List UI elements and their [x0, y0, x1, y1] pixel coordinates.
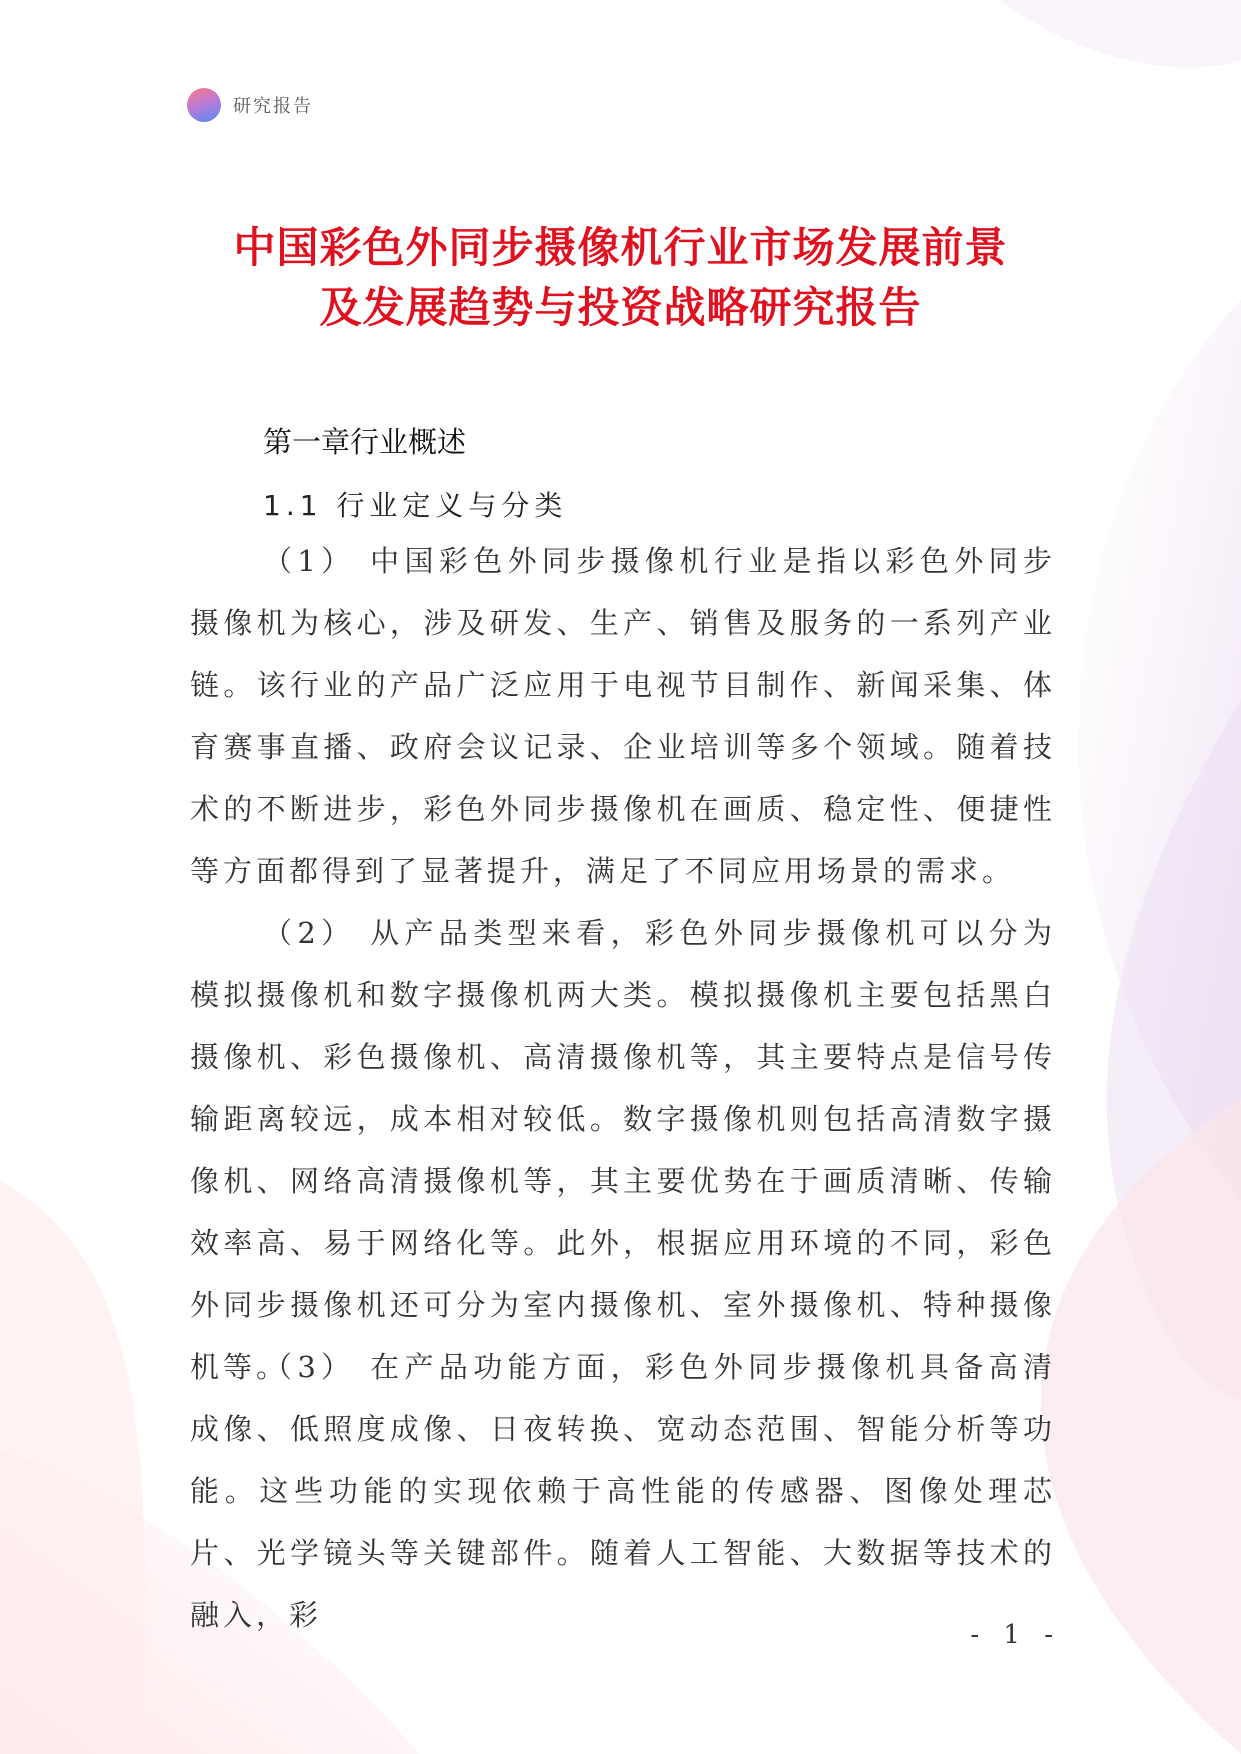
report-header — [187, 88, 313, 122]
title-line-2: 及发展趋势与投资战略研究报告 — [319, 283, 922, 332]
chapter-heading: 第一章行业概述 — [263, 425, 467, 459]
document-title — [140, 218, 1101, 338]
title-line-1: 中国彩色外同步摄像机行业市场发展前景 — [233, 223, 1008, 272]
header-label: 研究报告 — [233, 96, 313, 117]
section-heading: 1.1 行业定义与分类 — [263, 489, 568, 522]
paragraph-2: （2） 从产品类型来看，彩色外同步摄像机可以分为模拟摄像机和数字摄像机两大类。模拟摄像机主要包括黑白摄像机、彩色摄像机、高清摄像机等，其主要特点是信号传输距离较远，成本相对较低。数字摄像机则包括高清数字摄像机、网络高清摄像机等，其主要优势在于画质清晰、传输效率高、易于网络化等。此外，根据应用环境的不同，彩色外同步摄像机还可分为室内摄像机、室外摄像机、特种摄像机等。 — [190, 916, 1056, 1384]
page-number: - 1 - — [970, 1620, 1061, 1650]
paragraph-1: （1） 中国彩色外同步摄像机行业是指以彩色外同步摄像机为核心，涉及研发、生产、销售及服务的一系列产业链。该行业的产品广泛应用于电视节目制作、新闻采集、体育赛事直播、政府会议记录、企业培训等多个领域。随着技术的不断进步，彩色外同步摄像机在画质、稳定性、便捷性等方面都得到了显著提升，满足了不同应用场景的需求。 — [190, 544, 1056, 888]
paragraph-3: （3） 在产品功能方面，彩色外同步摄像机具备高清成像、低照度成像、日夜转换、宽动态范围、智能分析等功能。这些功能的实现依赖于高性能的传感器、图像处理芯片、光学镜头等关键部件。随着人工智能、大数据等技术的融入，彩 — [190, 1350, 1056, 1632]
logo-circle-icon — [187, 88, 221, 122]
